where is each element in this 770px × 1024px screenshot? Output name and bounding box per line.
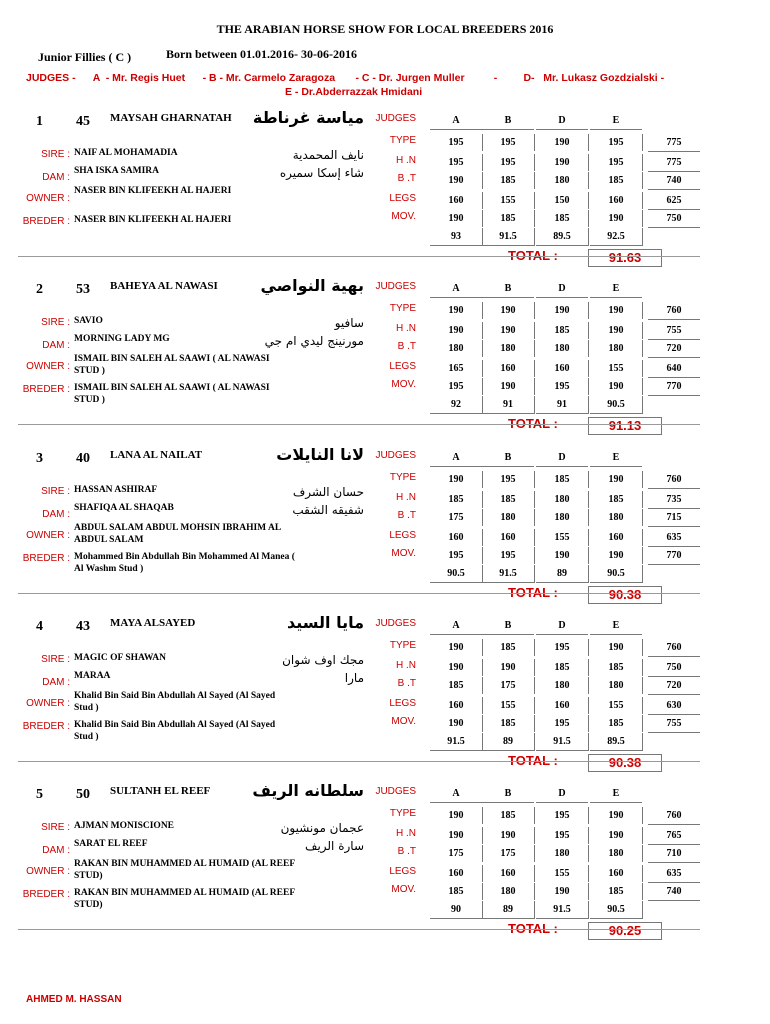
score-row-label: TYPE [389,135,416,146]
dam-name-arabic: مارا [344,671,364,685]
born-between: Born between 01.01.2016- 30-06-2016 [166,47,357,61]
score-row-label: LEGS [389,530,416,541]
score-row-label: LEGS [389,361,416,372]
row-total-cell: 755 [648,322,700,340]
sire-name-arabic: مجك اوف شوان [282,653,364,667]
row-total-cell: 770 [648,378,700,396]
total-label: TOTAL : [508,248,558,263]
sire-name: MAGIC OF SHAWAN [74,653,167,663]
sire-name: NAIF AL MOHAMADIA [74,148,178,158]
judges-list: JUDGES - A - Mr. Regis Huet - B - Mr. Carmelo Zaragoza - C - Dr. Jurgen Muller - D- Mr. Lukasz Gozdzialski - [26,72,665,84]
row-total-cell: 775 [648,154,700,172]
score-cell: 190 [430,659,483,676]
score-cell: 160 [430,697,483,714]
score-row-label: B .T [397,341,416,352]
score-cell: 175 [430,845,483,862]
entry-rank: 2 [36,282,43,297]
score-cell: 180 [482,509,535,526]
score-row-label: B .T [397,510,416,521]
score-cell: 180 [536,509,589,526]
score-cell: 190 [482,322,535,339]
score-row-label: TYPE [389,303,416,314]
dam-label: DAM : [42,340,70,351]
horse-name: BAHEYA AL NAWASI [110,280,218,292]
score-cell: 180 [590,509,643,526]
score-cell: 185 [430,491,483,508]
sire-name-arabic: سافيو [334,316,364,330]
entry-separator [18,593,700,594]
judge-col-header: D [536,785,588,803]
score-cell: 195 [536,378,589,395]
score-row-label: TYPE [389,808,416,819]
score-cell: 195 [482,134,535,151]
judge-col-header: A [430,617,482,635]
total-score: 91.13 [588,417,662,435]
score-cell: 155 [482,697,535,714]
judge-col-header: D [536,280,588,298]
row-total-cell: 775 [648,134,700,152]
entry-separator [18,929,700,930]
judge-col-header: B [482,785,534,803]
row-total-cell: 715 [648,509,700,527]
score-row-label: MOV. [391,548,416,559]
score-cell: 195 [590,134,643,151]
score-cell: 190 [536,883,589,900]
score-cell: 155 [536,529,589,546]
dam-name-arabic: سارة الريف [305,839,364,853]
score-cell: 185 [536,210,589,227]
row-total-cell: 710 [648,845,700,863]
judge-col-header: E [590,449,642,467]
owner-name: Khalid Bin Said Bin Abdullah Al Sayed (Al Sayed Stud ) [74,691,276,713]
score-cell: 190 [590,322,643,339]
total-score: 90.25 [588,922,662,940]
total-label: TOTAL : [508,921,558,936]
score-cell: 190 [430,827,483,844]
score-cell: 150 [536,192,589,209]
row-total-cell: 760 [648,302,700,320]
score-cell: 195 [430,547,483,564]
dam-name: MORNING LADY MG [74,334,170,344]
judge-subtotal-cell: 91.5 [536,733,589,751]
row-total-cell: 770 [648,547,700,565]
judge-subtotal-cell: 90.5 [590,901,643,919]
score-cell: 195 [590,154,643,171]
score-cell: 195 [430,154,483,171]
row-total-cell: 760 [648,807,700,825]
score-cell: 190 [430,807,483,824]
dam-name-arabic: شاء إسكا سميره [279,166,364,180]
score-cell: 185 [482,639,535,656]
score-row-label: TYPE [389,472,416,483]
score-cell: 185 [430,677,483,694]
score-cell: 195 [482,547,535,564]
judge-col-header: E [590,280,642,298]
score-cell: 190 [590,639,643,656]
breeder-name: ISMAIL BIN SALEH AL SAAWI ( AL NAWASI STUD ) [74,383,270,405]
owner-label: OWNER : [26,866,70,877]
class-name: Junior Fillies ( C ) [38,50,132,64]
sire-label: SIRE : [41,149,70,160]
horse-name-arabic: مايا السيد [286,613,364,632]
score-cell: 185 [482,715,535,732]
score-row-label: B .T [397,678,416,689]
row-total-cell: 760 [648,639,700,657]
score-cell: 160 [536,360,589,377]
judge-col-header: B [482,617,534,635]
score-cell: 160 [482,360,535,377]
judge-col-header: A [430,280,482,298]
score-cell: 190 [430,172,483,189]
sire-name: SAVIO [74,316,103,326]
score-cell: 195 [430,378,483,395]
score-cell: 185 [590,491,643,508]
entry-rank: 5 [36,787,43,802]
score-cell: 195 [536,715,589,732]
horse-name-arabic: لانا النايلات [276,445,364,464]
judge-col-header: E [590,785,642,803]
score-cell: 190 [590,302,643,319]
sire-name-arabic: عجمان مونشيون [280,821,364,835]
dam-label: DAM : [42,172,70,183]
score-cell: 190 [482,378,535,395]
score-cell: 190 [590,378,643,395]
score-cell: 185 [536,471,589,488]
owner-name: NASER BIN KLIFEEKH AL HAJERI [74,186,232,196]
dam-label: DAM : [42,677,70,688]
owner-name: ABDUL SALAM ABDUL MOHSIN IBRAHIM AL ABDUL SALAM [74,523,281,545]
judge-col-header: D [536,449,588,467]
score-cell: 155 [590,360,643,377]
row-total-cell: 740 [648,883,700,901]
score-cell: 165 [430,360,483,377]
score-row-label: MOV. [391,211,416,222]
score-row-label: H .N [396,155,416,166]
entry-rank: 4 [36,619,43,634]
horse-name: SULTANH EL REEF [110,785,211,797]
judge-subtotal-cell: 89 [536,565,589,583]
judge-subtotal-cell: 89 [482,733,535,751]
sire-label: SIRE : [41,486,70,497]
breeder-label: BREDER : [22,721,70,732]
judge-col-header: E [590,617,642,635]
score-cell: 160 [482,529,535,546]
breeder-name: RAKAN BIN MUHAMMED AL HUMAID (AL REEF STUD) [74,888,295,910]
judge-subtotal-cell: 91.5 [482,565,535,583]
score-row-label: H .N [396,828,416,839]
row-total-cell: 750 [648,210,700,228]
score-cell: 175 [482,677,535,694]
dam-name: SHA ISKA SAMIRA [74,166,159,176]
total-label: TOTAL : [508,416,558,431]
score-row-label: LEGS [389,866,416,877]
judges-label: JUDGES [375,786,416,797]
score-cell: 180 [430,340,483,357]
owner-name: RAKAN BIN MUHAMMED AL HUMAID (AL REEF STUD) [74,859,295,881]
score-cell: 185 [430,883,483,900]
dam-name-arabic: شفيقه الشقب [292,503,364,517]
score-cell: 185 [590,172,643,189]
score-cell: 180 [536,340,589,357]
row-total-cell: 755 [648,715,700,733]
score-cell: 190 [430,639,483,656]
judges-list-cont: E - Dr.Abderrazzak Hmidani [285,86,423,98]
score-cell: 190 [482,827,535,844]
score-cell: 195 [536,807,589,824]
entry-separator [18,761,700,762]
breeder-name: NASER BIN KLIFEEKH AL HAJERI [74,215,232,225]
entry-separator [18,424,700,425]
score-cell: 195 [536,639,589,656]
row-total-cell: 635 [648,529,700,547]
judges-label: JUDGES [375,618,416,629]
entry-rank: 1 [36,114,43,129]
row-total-cell: 640 [648,360,700,378]
dam-name: MARAA [74,671,111,681]
score-cell: 155 [482,192,535,209]
score-cell: 180 [590,845,643,862]
score-row-label: B .T [397,173,416,184]
score-cell: 180 [482,340,535,357]
row-total-cell: 635 [648,865,700,883]
score-cell: 185 [590,659,643,676]
breeder-label: BREDER : [22,216,70,227]
score-row-label: TYPE [389,640,416,651]
judge-subtotal-cell: 90.5 [430,565,483,583]
dam-name-arabic: مورنينج ليدي ام جي [264,334,364,348]
score-cell: 160 [590,865,643,882]
judge-col-header: B [482,112,534,130]
judge-subtotal-cell: 91 [536,396,589,414]
score-cell: 195 [536,827,589,844]
score-cell: 175 [482,845,535,862]
dam-label: DAM : [42,509,70,520]
score-cell: 160 [430,865,483,882]
breeder-label: BREDER : [22,889,70,900]
score-cell: 180 [536,677,589,694]
judges-label: JUDGES [375,450,416,461]
judge-subtotal-cell: 89.5 [536,228,589,246]
row-total-cell: 630 [648,697,700,715]
total-score: 90.38 [588,754,662,772]
sire-name: HASSAN ASHIRAF [74,485,158,495]
judge-subtotal-cell: 91.5 [536,901,589,919]
row-total-cell: 720 [648,677,700,695]
score-cell: 195 [482,471,535,488]
entry-catalog-number: 50 [76,787,90,802]
horse-name-arabic: سلطانه الريف [252,781,364,800]
score-cell: 180 [536,172,589,189]
owner-label: OWNER : [26,698,70,709]
score-cell: 190 [590,471,643,488]
judge-col-header: D [536,617,588,635]
breeder-name: Khalid Bin Said Bin Abdullah Al Sayed (Al Sayed Stud ) [74,720,276,742]
score-row-label: MOV. [391,379,416,390]
sire-label: SIRE : [41,822,70,833]
score-cell: 190 [536,547,589,564]
score-cell: 190 [590,827,643,844]
score-cell: 190 [590,547,643,564]
judge-subtotal-cell: 92.5 [590,228,643,246]
score-cell: 160 [536,697,589,714]
row-total-cell: 720 [648,340,700,358]
entry-card [0,777,770,945]
score-cell: 160 [430,192,483,209]
score-cell: 190 [590,807,643,824]
score-cell: 195 [430,134,483,151]
judge-col-header: B [482,449,534,467]
sire-name-arabic: نايف المحمدية [292,148,364,162]
entry-card [0,104,770,272]
breeder-label: BREDER : [22,553,70,564]
dam-name: SARAT EL REEF [74,839,148,849]
score-row-label: H .N [396,492,416,503]
horse-name-arabic: بهية النواصي [260,276,364,295]
row-total-cell: 625 [648,192,700,210]
score-cell: 190 [536,154,589,171]
entry-rank: 3 [36,451,43,466]
score-cell: 195 [482,154,535,171]
horse-name: LANA AL NAILAT [110,449,203,461]
owner-label: OWNER : [26,530,70,541]
judge-subtotal-cell: 90 [430,901,483,919]
judge-subtotal-cell: 92 [430,396,483,414]
score-cell: 190 [430,322,483,339]
score-cell: 185 [590,883,643,900]
score-cell: 180 [536,845,589,862]
owner-name: ISMAIL BIN SALEH AL SAAWI ( AL NAWASI STUD ) [74,354,270,376]
score-cell: 160 [430,529,483,546]
total-score: 91.63 [588,249,662,267]
entry-card [0,441,770,609]
row-total-cell: 735 [648,491,700,509]
score-cell: 190 [590,210,643,227]
score-cell: 155 [590,697,643,714]
score-cell: 180 [536,491,589,508]
breeder-name: Mohammed Bin Abdullah Bin Mohammed Al Manea ( Al Washm Stud ) [74,552,295,574]
score-cell: 175 [430,509,483,526]
row-total-cell: 760 [648,471,700,489]
score-cell: 190 [536,302,589,319]
judge-col-header: B [482,280,534,298]
entry-catalog-number: 43 [76,619,90,634]
score-cell: 160 [482,865,535,882]
score-cell: 185 [536,322,589,339]
score-cell: 185 [482,172,535,189]
sire-label: SIRE : [41,654,70,665]
score-cell: 185 [482,491,535,508]
entry-catalog-number: 40 [76,451,90,466]
score-row-label: B .T [397,846,416,857]
entry-card [0,272,770,440]
score-cell: 180 [590,340,643,357]
judge-subtotal-cell: 89 [482,901,535,919]
judge-subtotal-cell: 90.5 [590,565,643,583]
score-row-label: LEGS [389,193,416,204]
score-row-label: H .N [396,323,416,334]
judge-subtotal-cell: 93 [430,228,483,246]
score-row-label: MOV. [391,716,416,727]
page-title: THE ARABIAN HORSE SHOW FOR LOCAL BREEDERS 2016 [216,22,554,36]
sire-name: AJMAN MONISCIONE [74,821,175,831]
entry-catalog-number: 53 [76,282,90,297]
score-cell: 190 [536,134,589,151]
score-row-label: LEGS [389,698,416,709]
dam-label: DAM : [42,845,70,856]
total-label: TOTAL : [508,753,558,768]
judge-subtotal-cell: 89.5 [590,733,643,751]
score-cell: 160 [590,529,643,546]
score-row-label: MOV. [391,884,416,895]
owner-label: OWNER : [26,193,70,204]
sire-label: SIRE : [41,317,70,328]
judge-subtotal-cell: 91.5 [430,733,483,751]
judge-subtotal-cell: 91 [482,396,535,414]
breeder-label: BREDER : [22,384,70,395]
horse-name: MAYSAH GHARNATAH [110,112,232,124]
score-cell: 180 [482,883,535,900]
score-row-label: H .N [396,660,416,671]
judge-col-header: D [536,112,588,130]
judges-label: JUDGES [375,281,416,292]
score-cell: 160 [590,192,643,209]
row-total-cell: 750 [648,659,700,677]
judge-subtotal-cell: 90.5 [590,396,643,414]
score-cell: 185 [536,659,589,676]
owner-label: OWNER : [26,361,70,372]
dam-name: SHAFIQA AL SHAQAB [74,503,174,513]
score-cell: 190 [430,302,483,319]
footer-author: AHMED M. HASSAN [26,994,122,1005]
entry-separator [18,256,700,257]
row-total-cell: 740 [648,172,700,190]
total-label: TOTAL : [508,585,558,600]
judge-col-header: A [430,112,482,130]
judge-subtotal-cell: 91.5 [482,228,535,246]
judge-col-header: A [430,785,482,803]
score-cell: 155 [536,865,589,882]
score-cell: 190 [430,471,483,488]
horse-name: MAYA ALSAYED [110,617,196,629]
judge-col-header: A [430,449,482,467]
row-total-cell: 765 [648,827,700,845]
sire-name-arabic: حسان الشرف [292,485,364,499]
score-cell: 190 [430,210,483,227]
score-cell: 190 [482,302,535,319]
score-cell: 190 [482,659,535,676]
score-cell: 185 [482,210,535,227]
score-cell: 185 [590,715,643,732]
total-score: 90.38 [588,586,662,604]
judge-col-header: E [590,112,642,130]
entry-catalog-number: 45 [76,114,90,129]
score-cell: 190 [430,715,483,732]
horse-name-arabic: مياسة غرناطة [252,108,364,127]
score-cell: 185 [482,807,535,824]
score-cell: 180 [590,677,643,694]
judges-label: JUDGES [375,113,416,124]
entry-card [0,609,770,777]
